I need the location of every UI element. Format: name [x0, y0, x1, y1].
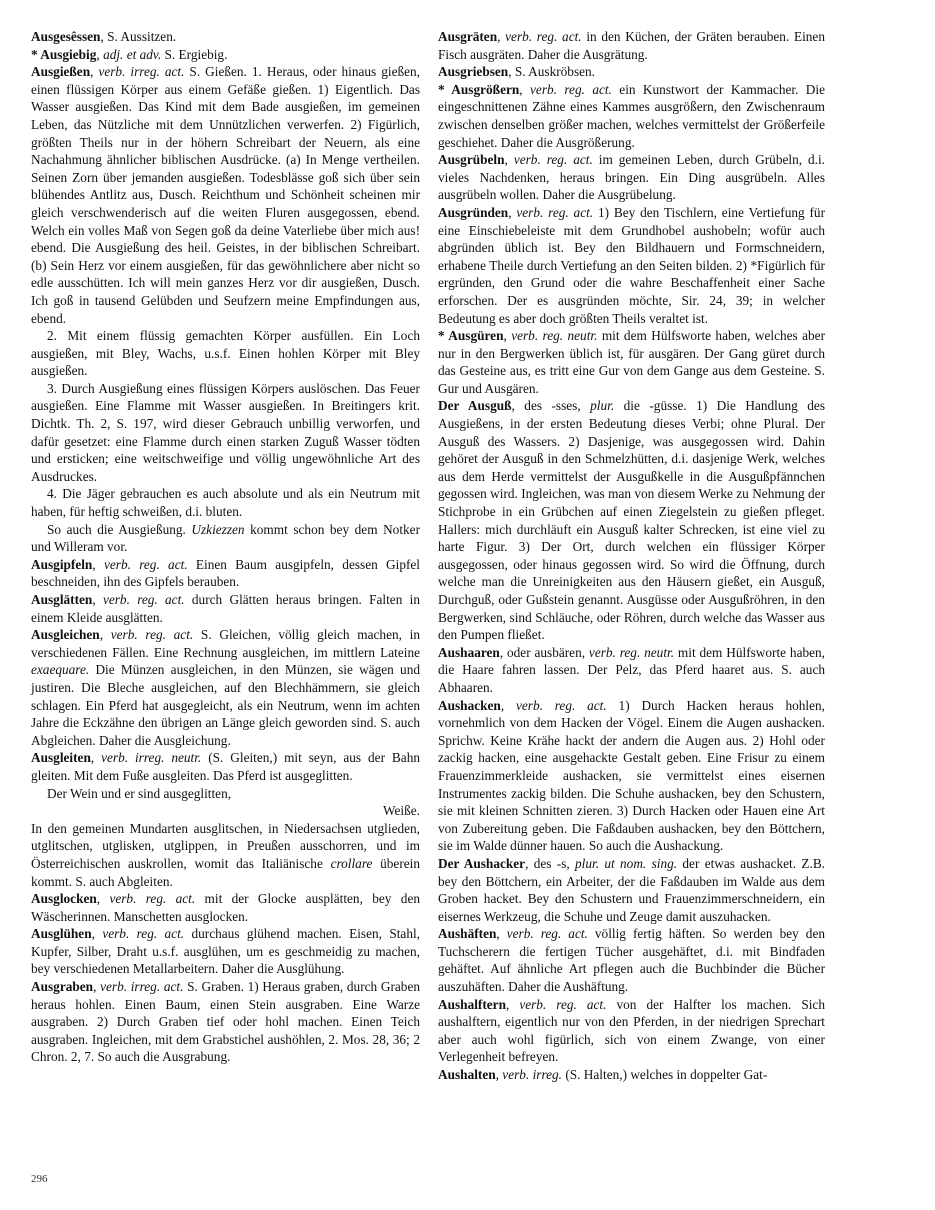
grammar-label: plur. ut nom. sing. [575, 855, 678, 871]
entry-headword: Aushaaren [438, 644, 500, 660]
entry-text: Einen Baum ausgipfeln, dessen Gipfel beschneiden, ihn des Gipfels berauben. [31, 556, 421, 590]
grammar-label: plur. [590, 398, 615, 414]
entry-text: , S. Auskröbsen. [508, 64, 595, 80]
entry-text: , [96, 46, 104, 62]
dictionary-entry [31, 485, 420, 520]
entry-text: mit dem Hülfsworte haben, die Haare fahren lassen. Der Pelz, das Pferd haaret aus. S. auch Abhaaren. [438, 644, 825, 695]
dictionary-entry [438, 1066, 825, 1084]
grammar-label: verb. reg. act. [506, 926, 588, 942]
grammar-label: verb. reg. act. [516, 204, 594, 220]
entry-text: (S. Gleiten,) mit seyn, aus der Bahn gleiten. Mit dem Fuße ausgleiten. Das Pferd ist ausgeglitten. [31, 750, 420, 783]
dictionary-entry [438, 81, 825, 151]
grammar-label: verb. reg. act. [102, 926, 185, 942]
entry-text: , oder ausbären, [499, 644, 589, 660]
entry-text: , [504, 152, 514, 168]
right-column [438, 28, 825, 1084]
grammar-label: exaequare. [31, 662, 90, 678]
entry-text: , [495, 1067, 503, 1083]
dictionary-entry [31, 749, 420, 784]
entry-headword: Ausgipfeln [31, 556, 93, 572]
entry-text: , [90, 750, 102, 766]
dictionary-entry [31, 802, 420, 820]
entry-text: in den Küchen, der Gräten berauben. Einen Fisch ausgräten. Daher die Ausgrätung. [438, 29, 825, 62]
grammar-label: verb. reg. act. [103, 556, 188, 572]
entry-text: 1) Bey den Tischlern, eine Vertiefung für eine Einschiebeleiste mit dem Grundhobel aushobeln; wofür auch abgründen üblich ist. Bey den Bildhauern und Formschneidern, erhabene Theile durch Vertiefung an den Seiten bilden. 2) *Figürlich für ergründen, den Grund oder die wahre Beschaffenheit einer Sache erforschen. Der es ausgründen möchte, Sir. 24, 39; in welcher Bedeutung es aber doch größten Theils veraltet ist. [438, 204, 825, 326]
entry-headword: Aushalten [438, 1067, 496, 1083]
dictionary-entry [438, 327, 825, 397]
dictionary-entry [31, 380, 420, 486]
dictionary-entry [438, 397, 825, 643]
entry-headword: Ausglühen [31, 926, 92, 942]
entry-text: , [90, 64, 99, 80]
entry-text: 1) Durch Hacken heraus hohlen, vornehmlich von dem Hacken der Vögel. Einem die Augen aushacken. Sprichw. Keine Krähe hackt der andern die Augen aus. 2) Hohl oder zackig hacken, eine ausgehackte Gestalt geben. Eine Frisur zu einem Frauenzimmerkleide aushacken, sie vermittelst eines eisernen Instrumentes zackig bilden. Die Schuhe aushacken, bey den Schustern, sie mit kleinen Schnitten zieren. 3) Durch Hacken oder Hauen eine Art von Zubereitung geben. Die Faßdauben aushacken, bey den Böttchern, sie im Walde dünner hauen. So auch die Aushackung. [438, 697, 825, 854]
entry-text: , [519, 81, 531, 97]
entry-text: , des -s, [525, 855, 576, 871]
dictionary-entry [31, 890, 420, 925]
entry-headword: Aushacken [438, 697, 501, 713]
entry-text: , [92, 592, 103, 607]
grammar-label: verb. reg. neutr. [511, 328, 598, 344]
dictionary-entry [438, 63, 825, 81]
entry-text: völlig fertig häften. So werden bey den Tuchscherern die fertigen Tücher ausgehäftet, d.i. mit Bindfaden gehäftet. Auf ähnliche Art pflegen auch die Buchbinder die Bücher auszuhäften. Daher die Aushäftung. [438, 926, 825, 995]
dictionary-entry [31, 521, 420, 556]
entry-text: , [500, 697, 516, 713]
grammar-label: adj. et adv. [103, 46, 162, 62]
entry-text: Weiße. [383, 803, 420, 819]
entry-headword: Ausgriebsen [438, 64, 509, 80]
entry-headword: Aushalftern [438, 996, 506, 1012]
entry-headword: Der Aushacker [438, 855, 526, 871]
entry-text: 2. Mit einem flüssig gemachten Körper ausfüllen. Ein Loch ausgießen, mit Bley, Wachs, u.s.f. Einen hohlen Körper mit Bley ausgießen. [31, 328, 420, 379]
entry-text: S. Gleichen, völlig gleich machen, in verschiedenen Fällen. Eine Rechnung ausgleichen, im mittlern Lateine [31, 627, 420, 660]
entry-text: durchaus glühend machen. Eisen, Stahl, Kupfer, Silber, Draht u.s.f. ausglühen, um es geschmeidig zu machen, bey verschiedenen Metallarbeitern. Daher die Ausglühung. [31, 926, 420, 977]
grammar-label: verb. reg. act. [110, 627, 194, 643]
dictionary-entry [438, 925, 825, 995]
entry-text: So auch die Ausgießung. [47, 521, 192, 537]
entry-text: die -güsse. 1) Die Handlung des Ausgießens, in der ersten Bedeutung dieses Verbi; ohne Plural. Der Ausguß des Wassers. 2) Dasjenige, was ausgegossen wird. Dahin gehöret der Ausguß in den Schmelzhütten, d.i. dasjenige Werk, welches aus dem Herde vermittelst der Ausgußkelle in die Ausgußpfännchen gegossen wird. Ingleichen, was man von diesem Werke zu Nehmung der Stichprobe in ein Grübchen auf einen Ziegelstein zu gießen pfleget. Hallers: mich durchläuft ein Ausguß kalter Schrecken, ist eine viel zu harte Figur. 3) Der Ort, durch welchen ein flüssiger Körper ausgegossen, oder hinaus gegossen wird. So wird die Öffnung, durch welche man die Unreinigkeiten aus den Häusern gießet, ein Ausguß, Durchguß, oder Gußstein genannt. Ausgüsse oder Ausgußröhren, in den Bergwerken, sind Schläuche, oder Röhren, durch welche das Wasser aus den Pumpen fließet. [438, 398, 825, 643]
entry-text: durch Glätten heraus bringen. Falten in einem Kleide ausglätten. [31, 592, 420, 625]
dictionary-entry [31, 556, 420, 591]
entry-headword: Der Ausguß [438, 398, 512, 414]
entry-headword: Ausgrübeln [438, 152, 505, 168]
dictionary-entry [31, 978, 420, 1066]
entry-text: S. Graben. 1) Heraus graben, durch Graben heraus hohlen. Einen Baum, einen Stein ausgraben. Eine Warze ausgraben. 2) Durch Graben tief oder hohl machen. Einen Teich ausgraben. Ingleichen, mit dem Grabstichel aushöhlen, 2. Mos. 28, 36; 2 Chron. 2, 7. So auch die Ausgrabung. [31, 979, 420, 1065]
entry-text: , [93, 979, 101, 995]
dictionary-entry [31, 925, 420, 978]
dictionary-entry [31, 626, 420, 749]
entry-text: 4. Die Jäger gebrauchen es auch absolute und als ein Neutrum mit haben, für heftig schweißen, d.i. bluten. [31, 486, 420, 520]
entry-headword: Ausgleichen [31, 627, 100, 643]
dictionary-entry [31, 785, 420, 803]
dictionary-entry [438, 996, 825, 1066]
entry-text: , S. Aussitzen. [100, 29, 177, 44]
entry-headword: Aushäften [438, 926, 497, 942]
entry-text: (S. Halten,) welches in doppelter Gat- [562, 1067, 768, 1083]
entry-text: , [91, 926, 103, 942]
entry-text: , [503, 328, 512, 344]
entry-text: Die Münzen ausgleichen, in den Münzen, sie wägen und justiren. Die Bleche ausgleichen, auf den Blechhämmern, sie gleich schlagen. Ein Pferd hat ausgegleicht, als ein Neutrum, wenn im achten Jahre die Eckzähne den übrigen an Länge gleich geworden sind. S. auch Abgleichen. Daher die Ausgleichung. [31, 662, 420, 748]
entry-text: In den gemeinen Mundarten ausglitschen, in Niedersachsen utglieden, utglitschen, utglisken, utglippen, in Preußen ausschorren, und im Österreichischen auskrollen, womit das Italiänische [31, 820, 420, 871]
entry-text: , [505, 996, 520, 1012]
dictionary-entry [438, 151, 825, 204]
entry-headword: Ausgießen [31, 64, 91, 80]
grammar-label: verb. reg. act. [513, 152, 593, 168]
entry-text: kommt schon bey dem Notker und Willeram vor. [31, 521, 420, 555]
dictionary-entry [438, 644, 825, 697]
entry-text: von der Halfter los machen. Sich aushalftern, eigentlich nur von den Pferden, in der niedrigen Sprechart aber auch wohl figürlich, sich von einem Zwange, von einer Verlegenheit befreyen. [438, 996, 825, 1065]
page-number: 296 [31, 1173, 48, 1185]
dictionary-entry [438, 28, 825, 63]
entry-text: überein kommt. S. auch Abgleiten. [31, 855, 420, 889]
entry-headword: * Ausgiebig [31, 46, 97, 62]
entry-text: mit dem Hülfsworte haben, welches aber nur in den Bergwerken üblich ist, für ausgären. Der Gang güret durch das Gesteine aus, es tritt eine Gur von dem Gange aus dem Gesteine. S. Gur und Ausgären. [438, 328, 825, 396]
left-column [31, 28, 420, 1066]
entry-headword: Ausgraben [31, 979, 94, 995]
entry-text: , [99, 627, 111, 643]
grammar-label: verb. reg. act. [519, 996, 607, 1012]
grammar-label: verb. reg. act. [109, 891, 196, 907]
entry-text: S. Gießen. 1. Heraus, oder hinaus gießen, einen flüssigen Körper aus einem Gefäße gießen. 1) Eigentlich. Das Wasser ausgießen. Das Kind mit dem Bade ausgießen, im gemeinen Leben, das Nützliche mit dem Unnützlichen verwerfen. 2) Figürlich, größten Theils nur in der höhern Schreibart der Neuern, als eine Nachahmung ähnlicher biblischen Ausdrücke. (a) In Menge vertheilen. Seinen Zorn über jemanden ausgießen. Todesblässe goß sich über sein blühendes Antlitz aus, Dusch. Reichthum und Schönheit scheinen mir gleich verschwenderisch auf die weiten Fluren ausgegossen, ebend. Welch ein volles Maß von Segen goß da deine Vaterliebe über mich aus! ebend. Die Ausgießung des heil. Geistes, in der biblischen Schreibart. (b) Sein Herz vor einem ausgießen, für das gewöhnlichere aber nicht so edle ausschütten. Ich will mein ganzes Herz vor dir ausgießen, Dusch. Ich goß in tausend Gelübden und Seufzern meine Empfindungen aus, ebend. [31, 64, 420, 326]
entry-text: , [497, 29, 506, 44]
grammar-label: verb. reg. act. [102, 592, 185, 607]
entry-text: 3. Durch Ausgießung eines flüssigen Körpers auslöschen. Das Feuer ausgießen. Eine Flamme mit Wasser ausgießen. In Breitingers krit. Dichtk. Th. 2, S. 197, wird dieser Gebrauch unbillig verworfen, und dafür gesetzet: eine Flamme durch einen starken Zuguß Wasser tödten und ersticken; eine weitschweifige und völlig ungewöhnliche Art des Ausdruckes. [31, 380, 420, 484]
dictionary-entry [31, 820, 420, 890]
dictionary-entry [438, 697, 825, 855]
entry-text: , [96, 891, 110, 907]
grammar-label: verb. reg. neutr. [588, 644, 675, 660]
entry-headword: Ausgründen [438, 204, 509, 220]
grammar-label: verb. irreg. [502, 1067, 562, 1083]
dictionary-entry [31, 28, 420, 46]
entry-headword: Ausglätten [31, 592, 93, 607]
entry-headword: Ausgleiten [31, 750, 91, 766]
dictionary-entry [438, 204, 825, 327]
entry-headword: Ausglocken [31, 891, 97, 907]
grammar-label: Uzkiezzen [191, 521, 245, 537]
entry-text: S. Ergiebig. [161, 46, 228, 62]
grammar-label: verb. reg. act. [515, 697, 607, 713]
entry-headword: Ausgräten [438, 29, 498, 44]
dictionary-entry [31, 63, 420, 327]
dictionary-entry [438, 855, 825, 925]
grammar-label: verb. reg. act. [505, 29, 582, 44]
entry-headword: * Ausgrößern [438, 81, 520, 97]
dictionary-entry [31, 327, 420, 380]
entry-text: im gemeinen Leben, durch Grübeln, d.i. vieles Nachdenken, heraus bringen. Ein Ding ausgrübeln. Alles ausgrübeln wollen. Daher die Ausgrübelung. [438, 152, 825, 203]
dictionary-entry [31, 591, 420, 626]
entry-text: ein Kunstwort der Kammacher. Die eingeschnittenen Zähne eines Kammes ausgrößern, den Zwischenraum zwischen denselben größer machen, welches vermittelst der Größerfeile geschiehet. Daher die Ausgrößerung. [438, 81, 825, 150]
entry-headword: Ausgesêssen [31, 29, 101, 44]
entry-text: Der Wein und er sind ausgeglitten, [47, 785, 232, 801]
grammar-label: crollare [330, 855, 373, 871]
entry-text: mit der Glocke ausplätten, bey den Wäscherinnen. Manschetten ausglocken. [31, 891, 420, 924]
entry-text: der etwas aushacket. Z.B. bey den Böttchern, ein Arbeiter, der die Faßdauben im Walde aus dem Groben hacket. Bey den Schustern und Frauenzimmerschneidern, ein eisernes Werkzeug, die Schuhe und Zeuge damit auszuhacken. [438, 855, 826, 924]
entry-text: , [496, 926, 507, 942]
grammar-label: verb. irreg. act. [98, 64, 185, 80]
dictionary-entry [31, 46, 420, 64]
entry-text: , des -sses, [511, 398, 591, 414]
grammar-label: verb. irreg. act. [100, 979, 184, 995]
entry-text: , [508, 204, 517, 220]
grammar-label: verb. irreg. neutr. [101, 750, 202, 766]
grammar-label: verb. reg. act. [530, 81, 612, 97]
entry-headword: * Ausgüren [438, 328, 504, 344]
entry-text: , [92, 556, 104, 572]
